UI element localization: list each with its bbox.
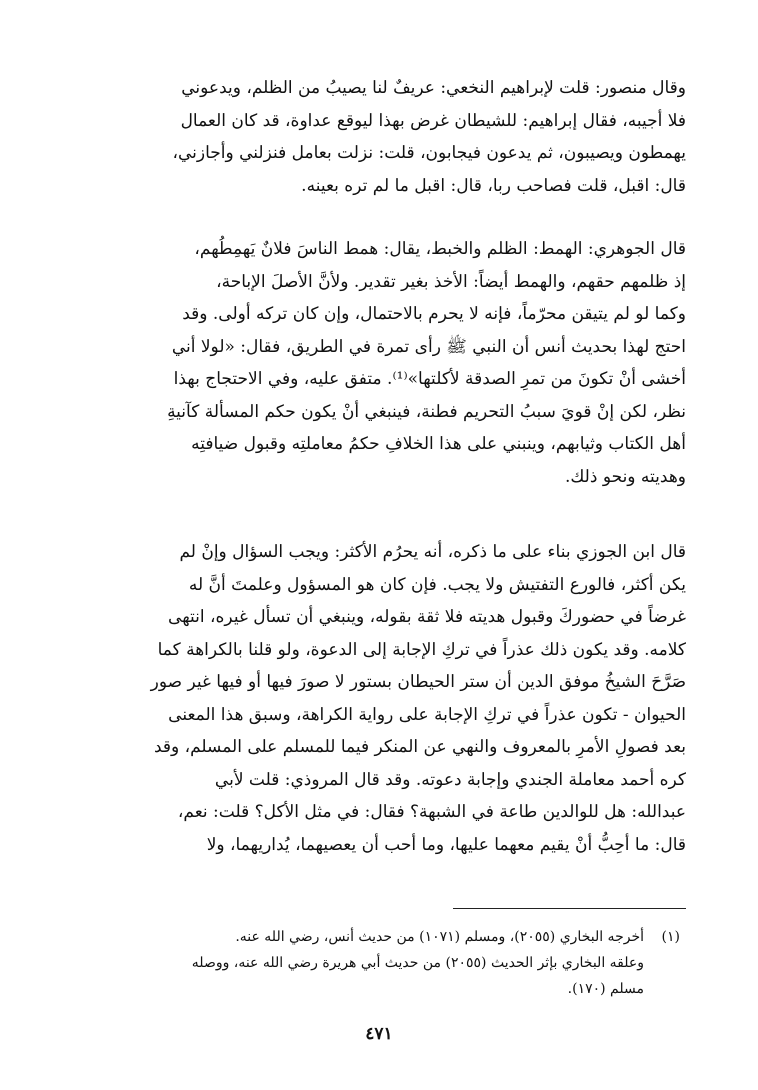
text-line: قال: ما أحِبُّ أنْ يقيم معهما عليها، وما أحب أن يعصيهما، يُداريهما، ولا xyxy=(206,834,686,855)
text-line: كلامه. وقد يكون ذلك عذراً في تركِ الإجابة إلى الدعوة، ولو قلنا بالكراهة كما xyxy=(157,639,686,660)
footnote-line: وعلقه البخاري بإثر الحديث (٢٠٥٥) من حديث أبي هريرة رضي الله عنه، ووصله xyxy=(191,955,644,971)
text-line: وكما لو لم يتيقن محرّماً، فإنه لا يحرم بالاحتمال، وإن كان تركه أولى. وقد xyxy=(182,304,686,324)
text-line: قال ابن الجوزي بناء على ما ذكره، أنه يحرُم الأكثر: ويجب السؤال وإنْ لم xyxy=(179,542,686,562)
text-line: وهديته ونحو ذلك. xyxy=(564,466,686,487)
footnote-line: مسلم (١٧٠). xyxy=(567,981,644,997)
text-line: قال: اقبل، قلت فصاحب ربا، قال: اقبل ما لم تره بعينه. xyxy=(301,175,686,196)
text-line: بعد فصولِ الأمرِ بالمعروف والنهي عن المنكر فيما للمسلم على المسلم، وقد xyxy=(153,737,686,757)
footnote-divider xyxy=(453,908,686,909)
text-line: احتج لهذا بحديث أنس أن النبي ﷺ رأى تمرة في الطريق، فقال: «لولا أني xyxy=(171,336,686,357)
text-line: أخشى أنْ تكونَ من تمرِ الصدقة لأكلتها»⁽¹⁾. متفق عليه، وفي الاحتجاج بهذا xyxy=(173,369,686,389)
text-line: قال الجوهري: الهمط: الظلم والخبط، يقال: همط الناسَ فلانٌ يَهمِطُهم، xyxy=(194,239,686,259)
page-number: ٤٧١ xyxy=(365,1024,393,1044)
text-line: وقال منصور: قلت لإبراهيم النخعي: عريفٌ لنا يصيبُ من الظلم، ويدعوني xyxy=(181,78,686,98)
text-line: يهمطون ويصيبون، ثم يدعون فيجابون، قلت: نزلت بعامل فنزلني وأجازني، xyxy=(172,143,686,163)
paragraph-3 xyxy=(70,536,686,861)
text-line: الحيوان - تكون عذراً في تركِ الإجابة على رواية الكراهة، وسبق هذا المعنى xyxy=(168,704,686,725)
paragraph-2 xyxy=(70,233,686,493)
text-line: غرضاً في حضوركَ وقبول هديته فلا ثقة بقوله، وينبغي أن تسأل غيره، انتهى xyxy=(168,607,686,627)
paragraph-1 xyxy=(70,72,686,202)
text-line: يكن أكثر، فالورع التفتيش ولا يجب. فإن كان هو المسؤول وعلمتَ أنَّ له xyxy=(188,574,686,595)
footnote-text: أخرجه البخاري (٢٠٥٥)، ومسلم (١٠٧١) من حديث أنس، رضي الله عنه. xyxy=(235,929,644,945)
text-line: فلا أجيبه، فقال إبراهيم: للشيطان غرض بهذا ليوقع عداوة، قد كان العمال xyxy=(180,110,686,131)
text-line: صَرَّحَ الشيخُ موفق الدين أن ستر الحيطان بستور لا صورَ فيها أو فيها غير صور xyxy=(150,672,686,692)
text-line: نظر، لكن إنْ قويَ سببُ التحريم فطنة، فينبغي أنْ يكون حكم المسألة كآنيةِ xyxy=(167,401,686,422)
text-line: عبدالله: هل للوالدين طاعة في الشبهة؟ فقال: في مثل الأكل؟ قلت: نعم، xyxy=(177,802,686,822)
footnotes xyxy=(90,924,680,1002)
footnote-line xyxy=(90,924,680,950)
text-line: إذ ظلمهم حقهم، والهمط أيضاً: الأخذ بغير تقدير. ولأنَّ الأصلَ الإباحة، xyxy=(216,271,686,292)
text-line: أهل الكتاب وثيابهم، وينبني على هذا الخلافِ حكمُ معاملتِه وقبول ضيافتِه xyxy=(191,434,686,454)
text-line: كره أحمد معاملة الجندي وإجابة دعوته. وقد قال المروذي: قلت لأبي xyxy=(214,769,686,790)
footnote-number: (١) xyxy=(661,929,680,945)
